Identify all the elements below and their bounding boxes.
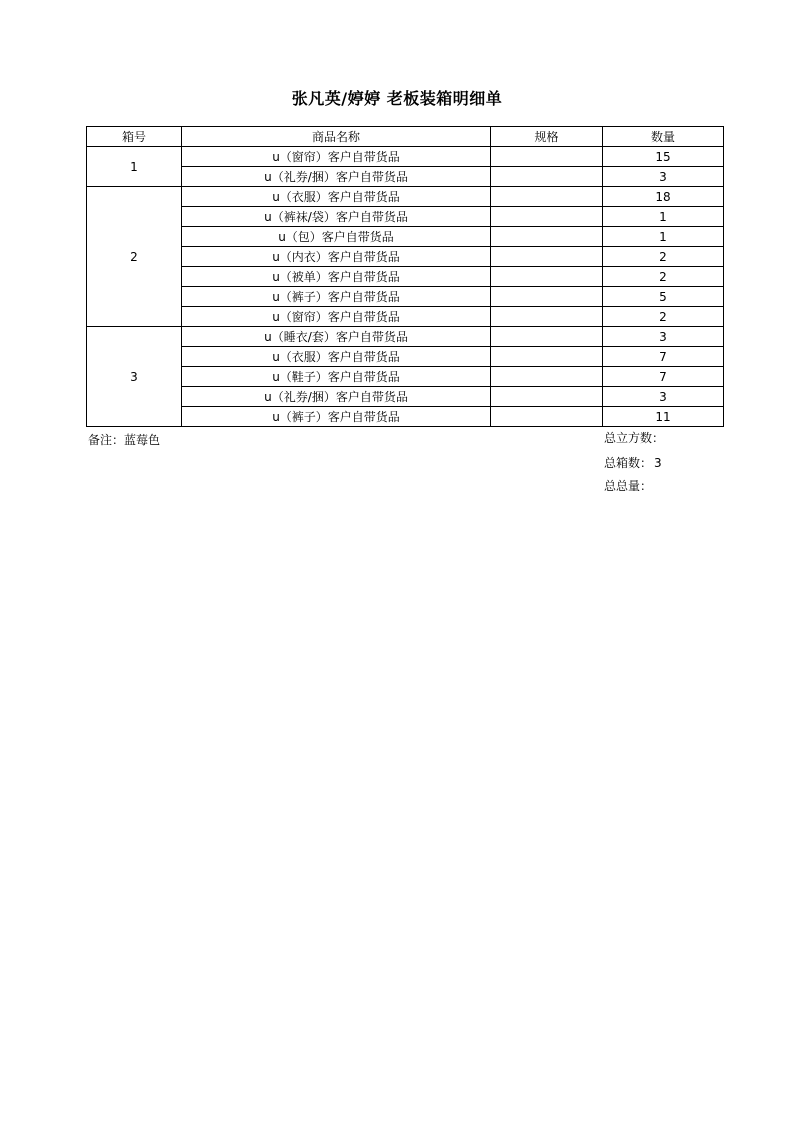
table-row [87, 287, 724, 307]
product-name-cell: u（窗帘）客户自带货品 [182, 307, 491, 327]
spec-cell [491, 347, 603, 367]
spec-cell [491, 287, 603, 307]
table-row [87, 387, 724, 407]
table-row [87, 347, 724, 367]
product-name-cell: u（礼券/捆）客户自带货品 [182, 387, 491, 407]
quantity-cell: 18 [603, 187, 724, 207]
spec-cell [491, 327, 603, 347]
quantity-cell: 15 [603, 147, 724, 167]
product-name-cell: u（礼券/捆）客户自带货品 [182, 167, 491, 187]
table-row [87, 227, 724, 247]
product-name-cell: u（包）客户自带货品 [182, 227, 491, 247]
product-name-cell: u（睡衣/套）客户自带货品 [182, 327, 491, 347]
table-row [87, 407, 724, 427]
quantity-cell: 2 [603, 267, 724, 287]
quantity-cell: 2 [603, 247, 724, 267]
spec-cell [491, 387, 603, 407]
spec-cell [491, 207, 603, 227]
total-boxes-label: 总箱数： [604, 456, 653, 470]
box-number-cell: 2 [87, 187, 182, 327]
total-volume-label: 总立方数： [604, 431, 665, 445]
quantity-cell: 3 [603, 327, 724, 347]
box-number-cell: 1 [87, 147, 182, 187]
total-volume [604, 429, 666, 446]
table-row [87, 327, 724, 347]
product-name-cell: u（窗帘）客户自带货品 [182, 147, 491, 167]
quantity-cell: 5 [603, 287, 724, 307]
column-header-spec: 规格 [491, 127, 603, 147]
product-name-cell: u（裤袜/袋）客户自带货品 [182, 207, 491, 227]
quantity-cell: 3 [603, 167, 724, 187]
spec-cell [491, 307, 603, 327]
product-name-cell: u（被单）客户自带货品 [182, 267, 491, 287]
spec-cell [491, 167, 603, 187]
table-row [87, 247, 724, 267]
table-row [87, 267, 724, 287]
column-header-qty: 数量 [603, 127, 724, 147]
table-header-row [87, 127, 724, 147]
table-row [87, 307, 724, 327]
spec-cell [491, 227, 603, 247]
total-boxes [604, 454, 662, 471]
spec-cell [491, 407, 603, 427]
spec-cell [491, 247, 603, 267]
table-body [87, 147, 724, 427]
quantity-cell: 2 [603, 307, 724, 327]
box-number-cell: 3 [87, 327, 182, 427]
quantity-cell: 3 [603, 387, 724, 407]
total-boxes-value: 3 [654, 456, 662, 470]
table-row [87, 187, 724, 207]
table-row [87, 167, 724, 187]
spec-cell [491, 267, 603, 287]
product-name-cell: u（裤子）客户自带货品 [182, 287, 491, 307]
quantity-cell: 11 [603, 407, 724, 427]
quantity-cell: 1 [603, 227, 724, 247]
table-row [87, 207, 724, 227]
product-name-cell: u（鞋子）客户自带货品 [182, 367, 491, 387]
total-weight-label: 总总量： [604, 479, 653, 493]
total-weight [604, 477, 654, 494]
product-name-cell: u（衣服）客户自带货品 [182, 187, 491, 207]
document-title: 张凡英/婷婷 老板装箱明细单 [291, 89, 503, 108]
packing-table [86, 126, 724, 427]
quantity-cell: 7 [603, 347, 724, 367]
quantity-cell: 1 [603, 207, 724, 227]
spec-cell [491, 147, 603, 167]
product-name-cell: u（内衣）客户自带货品 [182, 247, 491, 267]
column-header-box-no: 箱号 [87, 127, 182, 147]
quantity-cell: 7 [603, 367, 724, 387]
remark-note: 备注：蓝莓色 [88, 433, 161, 447]
table-row [87, 147, 724, 167]
column-header-product: 商品名称 [182, 127, 491, 147]
spec-cell [491, 187, 603, 207]
spec-cell [491, 367, 603, 387]
product-name-cell: u（衣服）客户自带货品 [182, 347, 491, 367]
table-row [87, 367, 724, 387]
product-name-cell: u（裤子）客户自带货品 [182, 407, 491, 427]
